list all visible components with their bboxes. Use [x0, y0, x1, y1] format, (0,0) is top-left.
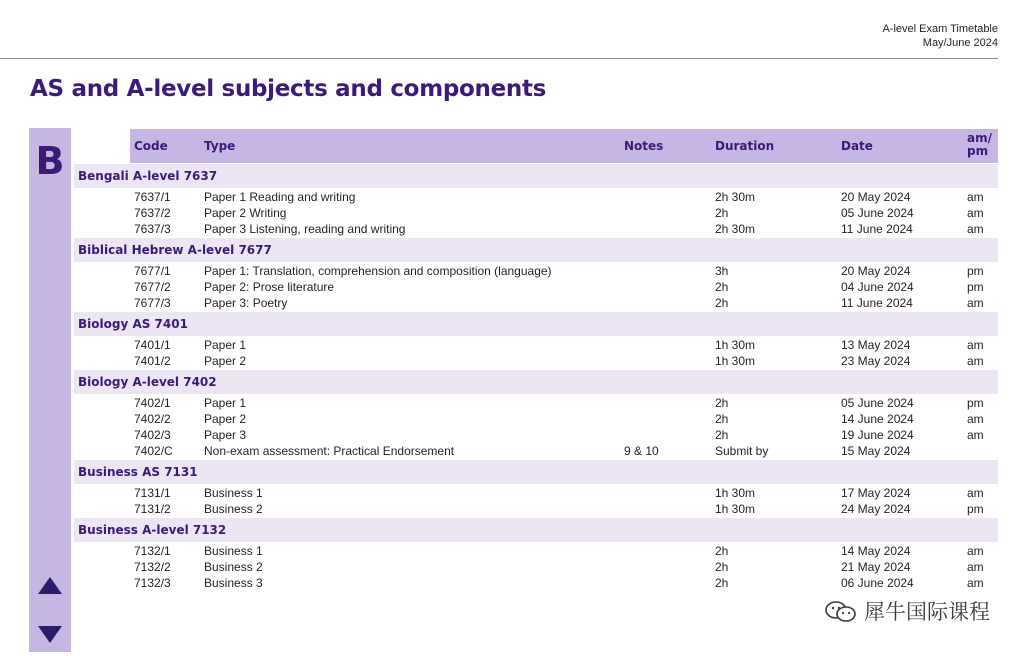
type-cell: Business 2 — [204, 502, 263, 516]
date-cell: 21 May 2024 — [841, 560, 911, 574]
ampm-cell: am — [967, 412, 984, 426]
subject-list — [74, 164, 998, 591]
type-cell: Paper 1 — [204, 396, 247, 410]
ampm-cell: pm — [967, 280, 984, 294]
ampm-cell: am — [967, 486, 984, 500]
table-row — [74, 501, 998, 517]
type-cell: Business 3 — [204, 576, 263, 590]
document-header — [882, 22, 998, 50]
table-row — [74, 279, 998, 295]
ampm-cell: pm — [967, 264, 984, 278]
type-cell: Business 1 — [204, 544, 263, 558]
ampm-cell: am — [967, 354, 984, 368]
table-row — [74, 189, 998, 205]
subject-heading: Biology A-level 7402 — [74, 370, 998, 394]
column-header-ampm: am/ pm — [967, 131, 992, 158]
table-row — [74, 427, 998, 443]
subject-heading: Business AS 7131 — [74, 460, 998, 484]
duration-cell: 2h — [715, 396, 729, 410]
column-header-code: Code — [134, 139, 168, 153]
duration-cell: 1h 30m — [715, 486, 756, 500]
code-cell: 7637/3 — [134, 222, 171, 236]
duration-cell: 2h — [715, 296, 729, 310]
code-cell: 7637/2 — [134, 206, 171, 220]
date-cell: 19 June 2024 — [841, 428, 914, 442]
duration-cell: 1h 30m — [715, 502, 756, 516]
type-cell: Business 1 — [204, 486, 263, 500]
table-row — [74, 543, 998, 559]
date-cell: 20 May 2024 — [841, 190, 911, 204]
duration-cell: 2h — [715, 412, 729, 426]
column-header-row — [130, 129, 998, 163]
table-row — [74, 443, 998, 459]
component-list — [74, 336, 998, 369]
table-row — [74, 395, 998, 411]
header-date: May/June 2024 — [922, 37, 998, 49]
component-list — [74, 394, 998, 459]
type-cell: Paper 2: Prose literature — [204, 280, 335, 294]
date-cell: 14 May 2024 — [841, 544, 911, 558]
ampm-cell: am — [967, 338, 984, 352]
table-row — [74, 559, 998, 575]
type-cell: Paper 2 — [204, 354, 247, 368]
code-cell: 7677/2 — [134, 280, 171, 294]
ampm-cell: am — [967, 206, 984, 220]
type-cell: Paper 2 Writing — [204, 206, 287, 220]
date-cell: 05 June 2024 — [841, 396, 914, 410]
date-cell: 24 May 2024 — [841, 502, 911, 516]
code-cell: 7131/1 — [134, 486, 171, 500]
table-row — [74, 353, 998, 369]
duration-cell: 2h — [715, 280, 729, 294]
duration-cell: 1h 30m — [715, 338, 756, 352]
duration-cell: 2h — [715, 428, 729, 442]
table-row — [74, 221, 998, 237]
column-header-notes: Notes — [624, 139, 664, 153]
table-row — [74, 485, 998, 501]
ampm-cell: am — [967, 560, 984, 574]
ampm-cell: pm — [967, 502, 984, 516]
date-cell: 05 June 2024 — [841, 206, 914, 220]
page-title: AS and A-level subjects and components — [30, 76, 547, 102]
code-cell: 7402/2 — [134, 412, 171, 426]
code-cell: 7402/3 — [134, 428, 171, 442]
duration-cell: 1h 30m — [715, 354, 756, 368]
type-cell: Paper 3: Poetry — [204, 296, 288, 310]
ampm-cell: am — [967, 428, 984, 442]
watermark-text: 犀牛国际课程 — [864, 600, 990, 624]
date-cell: 06 June 2024 — [841, 576, 914, 590]
wechat-icon — [824, 599, 858, 623]
date-cell: 15 May 2024 — [841, 444, 911, 458]
table-row — [74, 205, 998, 221]
column-header-duration: Duration — [715, 139, 775, 153]
table-row — [74, 263, 998, 279]
code-cell: 7401/1 — [134, 338, 171, 352]
duration-cell: 3h — [715, 264, 729, 278]
ampm-cell: pm — [967, 396, 984, 410]
column-header-date: Date — [841, 139, 873, 153]
ampm-cell: am — [967, 576, 984, 590]
subject-heading: Biblical Hebrew A-level 7677 — [74, 238, 998, 262]
type-cell: Paper 3 — [204, 428, 247, 442]
date-cell: 04 June 2024 — [841, 280, 914, 294]
type-cell: Business 2 — [204, 560, 263, 574]
date-cell: 11 June 2024 — [841, 222, 913, 236]
code-cell: 7132/1 — [134, 544, 171, 558]
component-list — [74, 188, 998, 237]
type-cell: Paper 1 — [204, 338, 247, 352]
index-letter: B — [35, 139, 65, 183]
table-row — [74, 575, 998, 591]
type-cell: Paper 2 — [204, 412, 247, 426]
duration-cell: 2h 30m — [715, 190, 756, 204]
component-list — [74, 542, 998, 591]
code-cell: 7402/1 — [134, 396, 171, 410]
subject-heading: Bengali A-level 7637 — [74, 164, 998, 188]
table-row — [74, 337, 998, 353]
code-cell: 7132/3 — [134, 576, 171, 590]
arrow-up-icon[interactable] — [38, 577, 62, 594]
duration-cell: 2h 30m — [715, 222, 756, 236]
watermark — [824, 596, 990, 626]
code-cell: 7637/1 — [134, 190, 171, 204]
notes-cell: 9 & 10 — [624, 444, 659, 458]
duration-cell: 2h — [715, 206, 729, 220]
timetable — [74, 129, 998, 591]
ampm-cell: am — [967, 296, 984, 310]
type-cell: Non-exam assessment: Practical Endorsement — [204, 444, 455, 458]
component-list — [74, 484, 998, 517]
code-cell: 7131/2 — [134, 502, 171, 516]
date-cell: 20 May 2024 — [841, 264, 911, 278]
duration-cell: 2h — [715, 560, 729, 574]
header-divider — [0, 58, 998, 59]
ampm-cell: am — [967, 190, 984, 204]
header-title: A-level Exam Timetable — [882, 23, 998, 35]
duration-cell: Submit by — [715, 444, 769, 458]
code-cell: 7401/2 — [134, 354, 171, 368]
duration-cell: 2h — [715, 576, 729, 590]
date-cell: 11 June 2024 — [841, 296, 913, 310]
table-row — [74, 295, 998, 311]
code-cell: 7402/C — [134, 444, 173, 458]
date-cell: 13 May 2024 — [841, 338, 911, 352]
date-cell: 17 May 2024 — [841, 486, 911, 500]
date-cell: 14 June 2024 — [841, 412, 914, 426]
letter-index-tab — [29, 128, 71, 652]
code-cell: 7132/2 — [134, 560, 171, 574]
duration-cell: 2h — [715, 544, 729, 558]
table-row — [74, 411, 998, 427]
type-cell: Paper 3 Listening, reading and writing — [204, 222, 406, 236]
ampm-cell: am — [967, 222, 984, 236]
ampm-cell: am — [967, 544, 984, 558]
code-cell: 7677/1 — [134, 264, 171, 278]
column-header-type: Type — [204, 139, 236, 153]
arrow-down-icon[interactable] — [38, 626, 62, 643]
subject-heading: Business A-level 7132 — [74, 518, 998, 542]
component-list — [74, 262, 998, 311]
type-cell: Paper 1 Reading and writing — [204, 190, 356, 204]
date-cell: 23 May 2024 — [841, 354, 911, 368]
code-cell: 7677/3 — [134, 296, 171, 310]
subject-heading: Biology AS 7401 — [74, 312, 998, 336]
type-cell: Paper 1: Translation, comprehension and composition (language) — [204, 264, 552, 278]
